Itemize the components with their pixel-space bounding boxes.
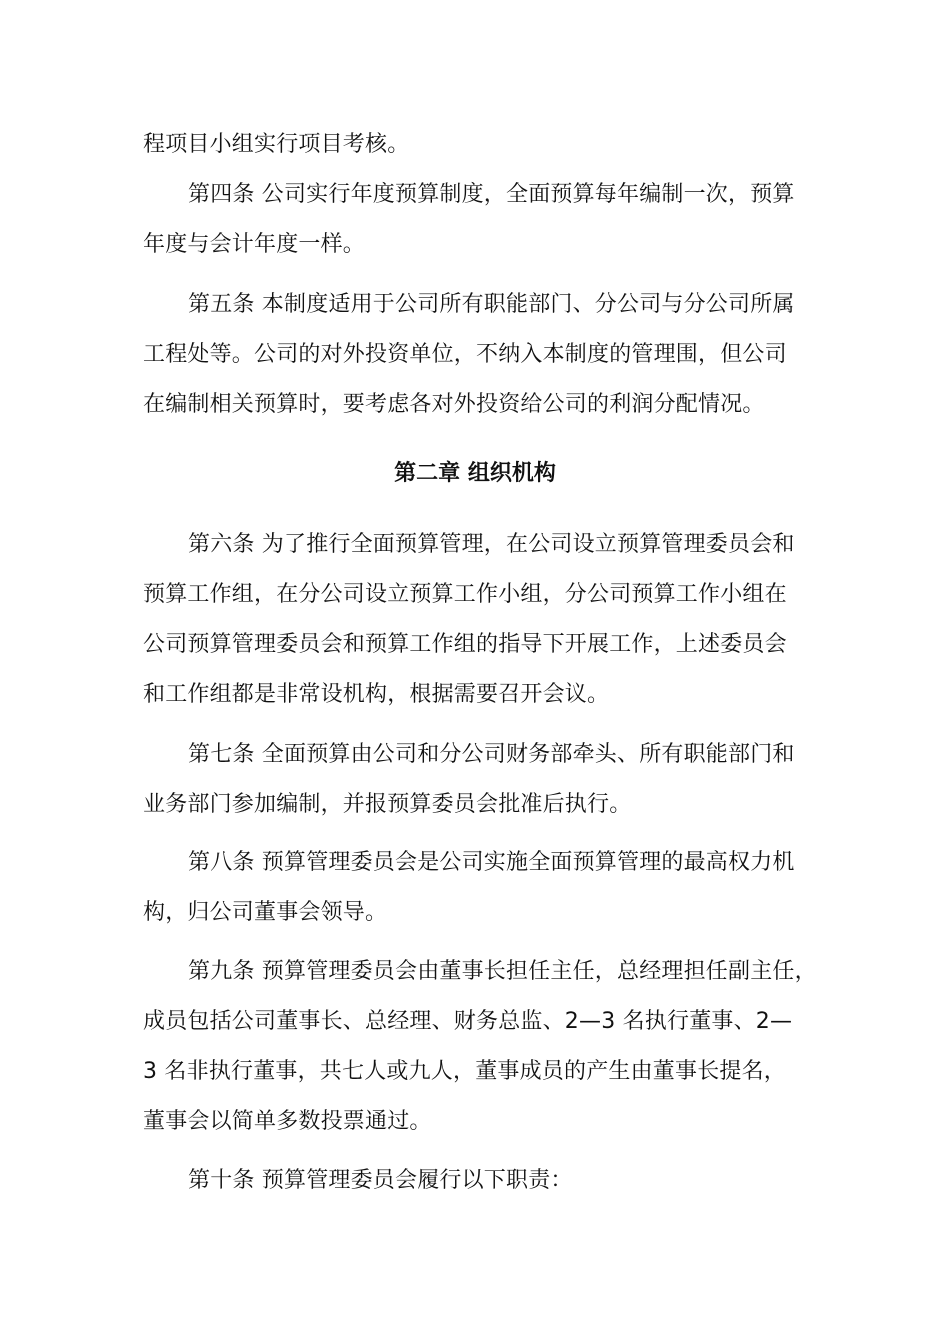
article-5-line: 第五条 本制度适用于公司所有职能部门、分公司与分公司所属 [188, 292, 795, 317]
paragraph-line: 年度与会计年度一样。 [143, 232, 366, 257]
paragraph-line: 公司预算管理委员会和预算工作组的指导下开展工作，上述委员会 [143, 632, 787, 657]
paragraph-line: 在编制相关预算时，要考虑各对外投资给公司的利润分配情况。 [143, 392, 765, 417]
paragraph-line: 工程处等。公司的对外投资单位，不纳入本制度的管理围，但公司 [143, 342, 787, 367]
paragraph-line: 构，归公司董事会领导。 [143, 900, 388, 925]
article-8-line: 第八条 预算管理委员会是公司实施全面预算管理的最高权力机 [188, 850, 795, 875]
paragraph-line: 预算工作组，在分公司设立预算工作小组，分公司预算工作小组在 [143, 582, 787, 607]
article-6-line: 第六条 为了推行全面预算管理，在公司设立预算管理委员会和 [188, 532, 795, 557]
article-10-line: 第十条 预算管理委员会履行以下职责： [188, 1168, 573, 1193]
paragraph-line: 成员包括公司董事长、总经理、财务总监、2—3 名执行董事、2— [143, 1009, 793, 1034]
paragraph-line: 程项目小组实行项目考核。 [143, 132, 410, 157]
article-7-line: 第七条 全面预算由公司和分公司财务部牵头、所有职能部门和 [188, 742, 795, 767]
article-9-line: 第九条 预算管理委员会由董事长担任主任，总经理担任副主任， [188, 959, 817, 984]
paragraph-line: 业务部门参加编制，并报预算委员会批准后执行。 [143, 792, 632, 817]
chapter-heading: 第二章 组织机构 [394, 461, 556, 486]
paragraph-line: 董事会以简单多数投票通过。 [143, 1109, 432, 1134]
paragraph-line: 3 名非执行董事，共七人或九人，董事成员的产生由董事长提名， [143, 1059, 786, 1084]
paragraph-line: 和工作组都是非常设机构，根据需要召开会议。 [143, 682, 610, 707]
article-4-line: 第四条 公司实行年度预算制度，全面预算每年编制一次，预算 [188, 182, 795, 207]
